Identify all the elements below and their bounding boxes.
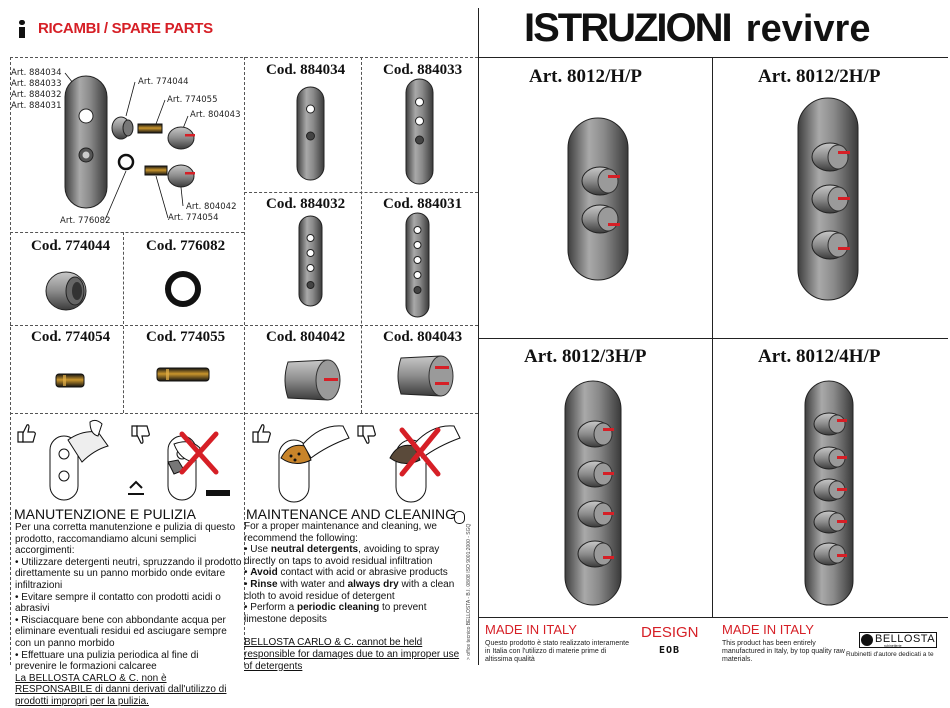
mixer-8012-4h-p-drawing: [797, 378, 887, 610]
plate-884032-drawing: [298, 215, 324, 307]
made-in-italy-en-text: This product has been entirely manufactured in Italy, by top quality raw materials.: [722, 640, 845, 663]
maintenance-en-bullet: • Use neutral detergents, avoiding to spray directly on taps to avoid residual infiltration: [244, 544, 440, 567]
code-884031: Cod. 884031: [383, 196, 463, 212]
code-804043: Cod. 804043: [383, 329, 463, 345]
exploded-view-drawing: [10, 58, 244, 232]
bellosta-brand-sub: rubinetterie: [884, 644, 902, 648]
cleaning-no-abrasive-pictogram: [350, 414, 478, 506]
bellosta-logo-mark: [861, 634, 873, 646]
thumbs-up-icon: [253, 425, 270, 442]
mixer-8012-3h-p-drawing: [557, 378, 657, 610]
made-in-italy-it-text: Questo prodotto è stato realizzato interamente in Italia con l'utilizzo di materie prime di altissima qualità: [485, 640, 629, 663]
knob-804042-drawing: [280, 356, 346, 404]
maintenance-en-bullet: • Rinse with water and always dry with a clean cloth to avoid residue of detergent: [244, 578, 455, 602]
label-art-884033: Art. 884033: [11, 79, 62, 89]
label-art-804042: Art. 804042: [186, 202, 237, 212]
instructions-title: ISTRUZIONI revivre: [524, 6, 871, 50]
label-art-884031: Art. 884031: [11, 101, 62, 111]
divider: [712, 57, 713, 617]
code-804042: Cod. 804042: [266, 329, 346, 345]
divider: [478, 57, 948, 58]
article-8012-h-p: Art. 8012/H/P: [529, 66, 642, 87]
made-in-italy-en-title: MADE IN ITALY: [722, 622, 814, 637]
cleaning-ok-cloth-pictogram: [10, 414, 123, 506]
design-logo: EOB: [659, 645, 681, 656]
thumbs-down-icon: [132, 426, 149, 443]
code-774055: Cod. 774055: [146, 329, 226, 345]
maintenance-en-bullet: • Avoid contact with acid or abrasive products: [244, 567, 448, 579]
label-art-884034: Art. 884034: [11, 68, 62, 78]
plate-drawing: [65, 76, 107, 208]
maintenance-it-bullet: • Evitare sempre il contatto con prodotti acidi o abrasivi: [15, 591, 221, 615]
part-776082-drawing: [166, 272, 202, 308]
part-774054-drawing: [55, 372, 87, 390]
maintenance-it-bullet: • Utilizzare detergenti neutri, spruzzando il prodotto direttamente su un panno morbido onde evitare infiltrazioni: [15, 556, 242, 591]
bellosta-logo: [859, 632, 937, 648]
label-art-804043: Art. 804043: [190, 110, 241, 120]
plate-884033-drawing: [405, 78, 435, 186]
label-art-774055: Art. 774055: [167, 95, 218, 105]
info-icon: [18, 20, 26, 38]
design-label: DESIGN: [641, 624, 699, 641]
divider: [478, 8, 479, 665]
maintenance-it-body: [15, 522, 242, 708]
code-884034: Cod. 884034: [266, 62, 346, 78]
article-8012-2h-p: Art. 8012/2H/P: [758, 66, 881, 87]
maintenance-it-bullet: • Effettuare una pulizia periodica al fine di prevenire le formazioni calcaree: [15, 649, 199, 673]
bellosta-tagline: Rubinetti d'autore dedicati a te: [846, 651, 934, 658]
label-art-884032: Art. 884032: [11, 90, 62, 100]
side-note: > office tecnico BELLOSTA - B.I. 08/08 ISO 9001:2000 - SGQ: [466, 523, 472, 660]
code-774044: Cod. 774044: [31, 238, 111, 254]
code-774054: Cod. 774054: [31, 329, 111, 345]
part-774044-drawing: [44, 270, 94, 312]
plate-884031-drawing: [405, 212, 431, 318]
mixer-8012-2h-p-drawing: [790, 95, 890, 305]
cleaning-no-spray-pictogram: [124, 414, 244, 506]
code-884033: Cod. 884033: [383, 62, 463, 78]
article-8012-4h-p: Art. 8012/4H/P: [758, 346, 881, 367]
mixer-8012-h-p-drawing: [560, 115, 660, 285]
label-art-776082: Art. 776082: [60, 216, 111, 226]
maintenance-it-intro: Per una corretta manutenzione e pulizia di questo prodotto, raccomandiamo alcuni semplici accorgimenti:: [15, 522, 236, 557]
maintenance-en-intro: For a proper maintenance and cleaning, we recommend the following:: [244, 521, 437, 544]
divider: [478, 617, 948, 618]
made-in-italy-it-title: MADE IN ITALY: [485, 622, 577, 637]
knob-804043-drawing: [393, 352, 459, 400]
label-art-774054: Art. 774054: [168, 213, 219, 223]
maintenance-it-bullet: • Risciacquare bene con abbondante acqua per eliminare eventuali residui ed asciugare sempre con un panno morbido: [15, 614, 227, 649]
code-884032: Cod. 884032: [266, 196, 346, 212]
cleaning-ok-sponge-pictogram: [245, 414, 361, 506]
article-8012-3h-p: Art. 8012/3H/P: [524, 346, 647, 367]
maintenance-en-bullet: • Perform a periodic cleaning to prevent limestone deposits: [244, 602, 427, 625]
bellosta-brand: BELLOSTA: [875, 633, 936, 645]
maintenance-en-title: MAINTENANCE AND CLEANING: [246, 506, 457, 522]
divider: [478, 338, 948, 339]
spare-parts-heading: RICAMBI / SPARE PARTS: [38, 20, 213, 37]
label-art-774044: Art. 774044: [138, 77, 189, 87]
maintenance-en-body: [244, 521, 466, 672]
thumbs-down-icon: [358, 426, 375, 443]
maintenance-en-disclaimer: BELLOSTA CARLO & C. cannot be held responsible for damages due to an improper use of detergents: [244, 637, 460, 672]
thumbs-up-icon: [18, 425, 35, 442]
part-774055-drawing: [156, 366, 212, 384]
code-776082: Cod. 776082: [146, 238, 226, 254]
maintenance-it-title: MANUTENZIONE E PULIZIA: [14, 506, 197, 522]
plate-884034-drawing: [296, 86, 326, 182]
maintenance-it-disclaimer: La BELLOSTA CARLO & C. non è RESPONSABILE di danni derivati dall'utilizzo di prodotti impropri per la pulizia.: [15, 672, 227, 707]
